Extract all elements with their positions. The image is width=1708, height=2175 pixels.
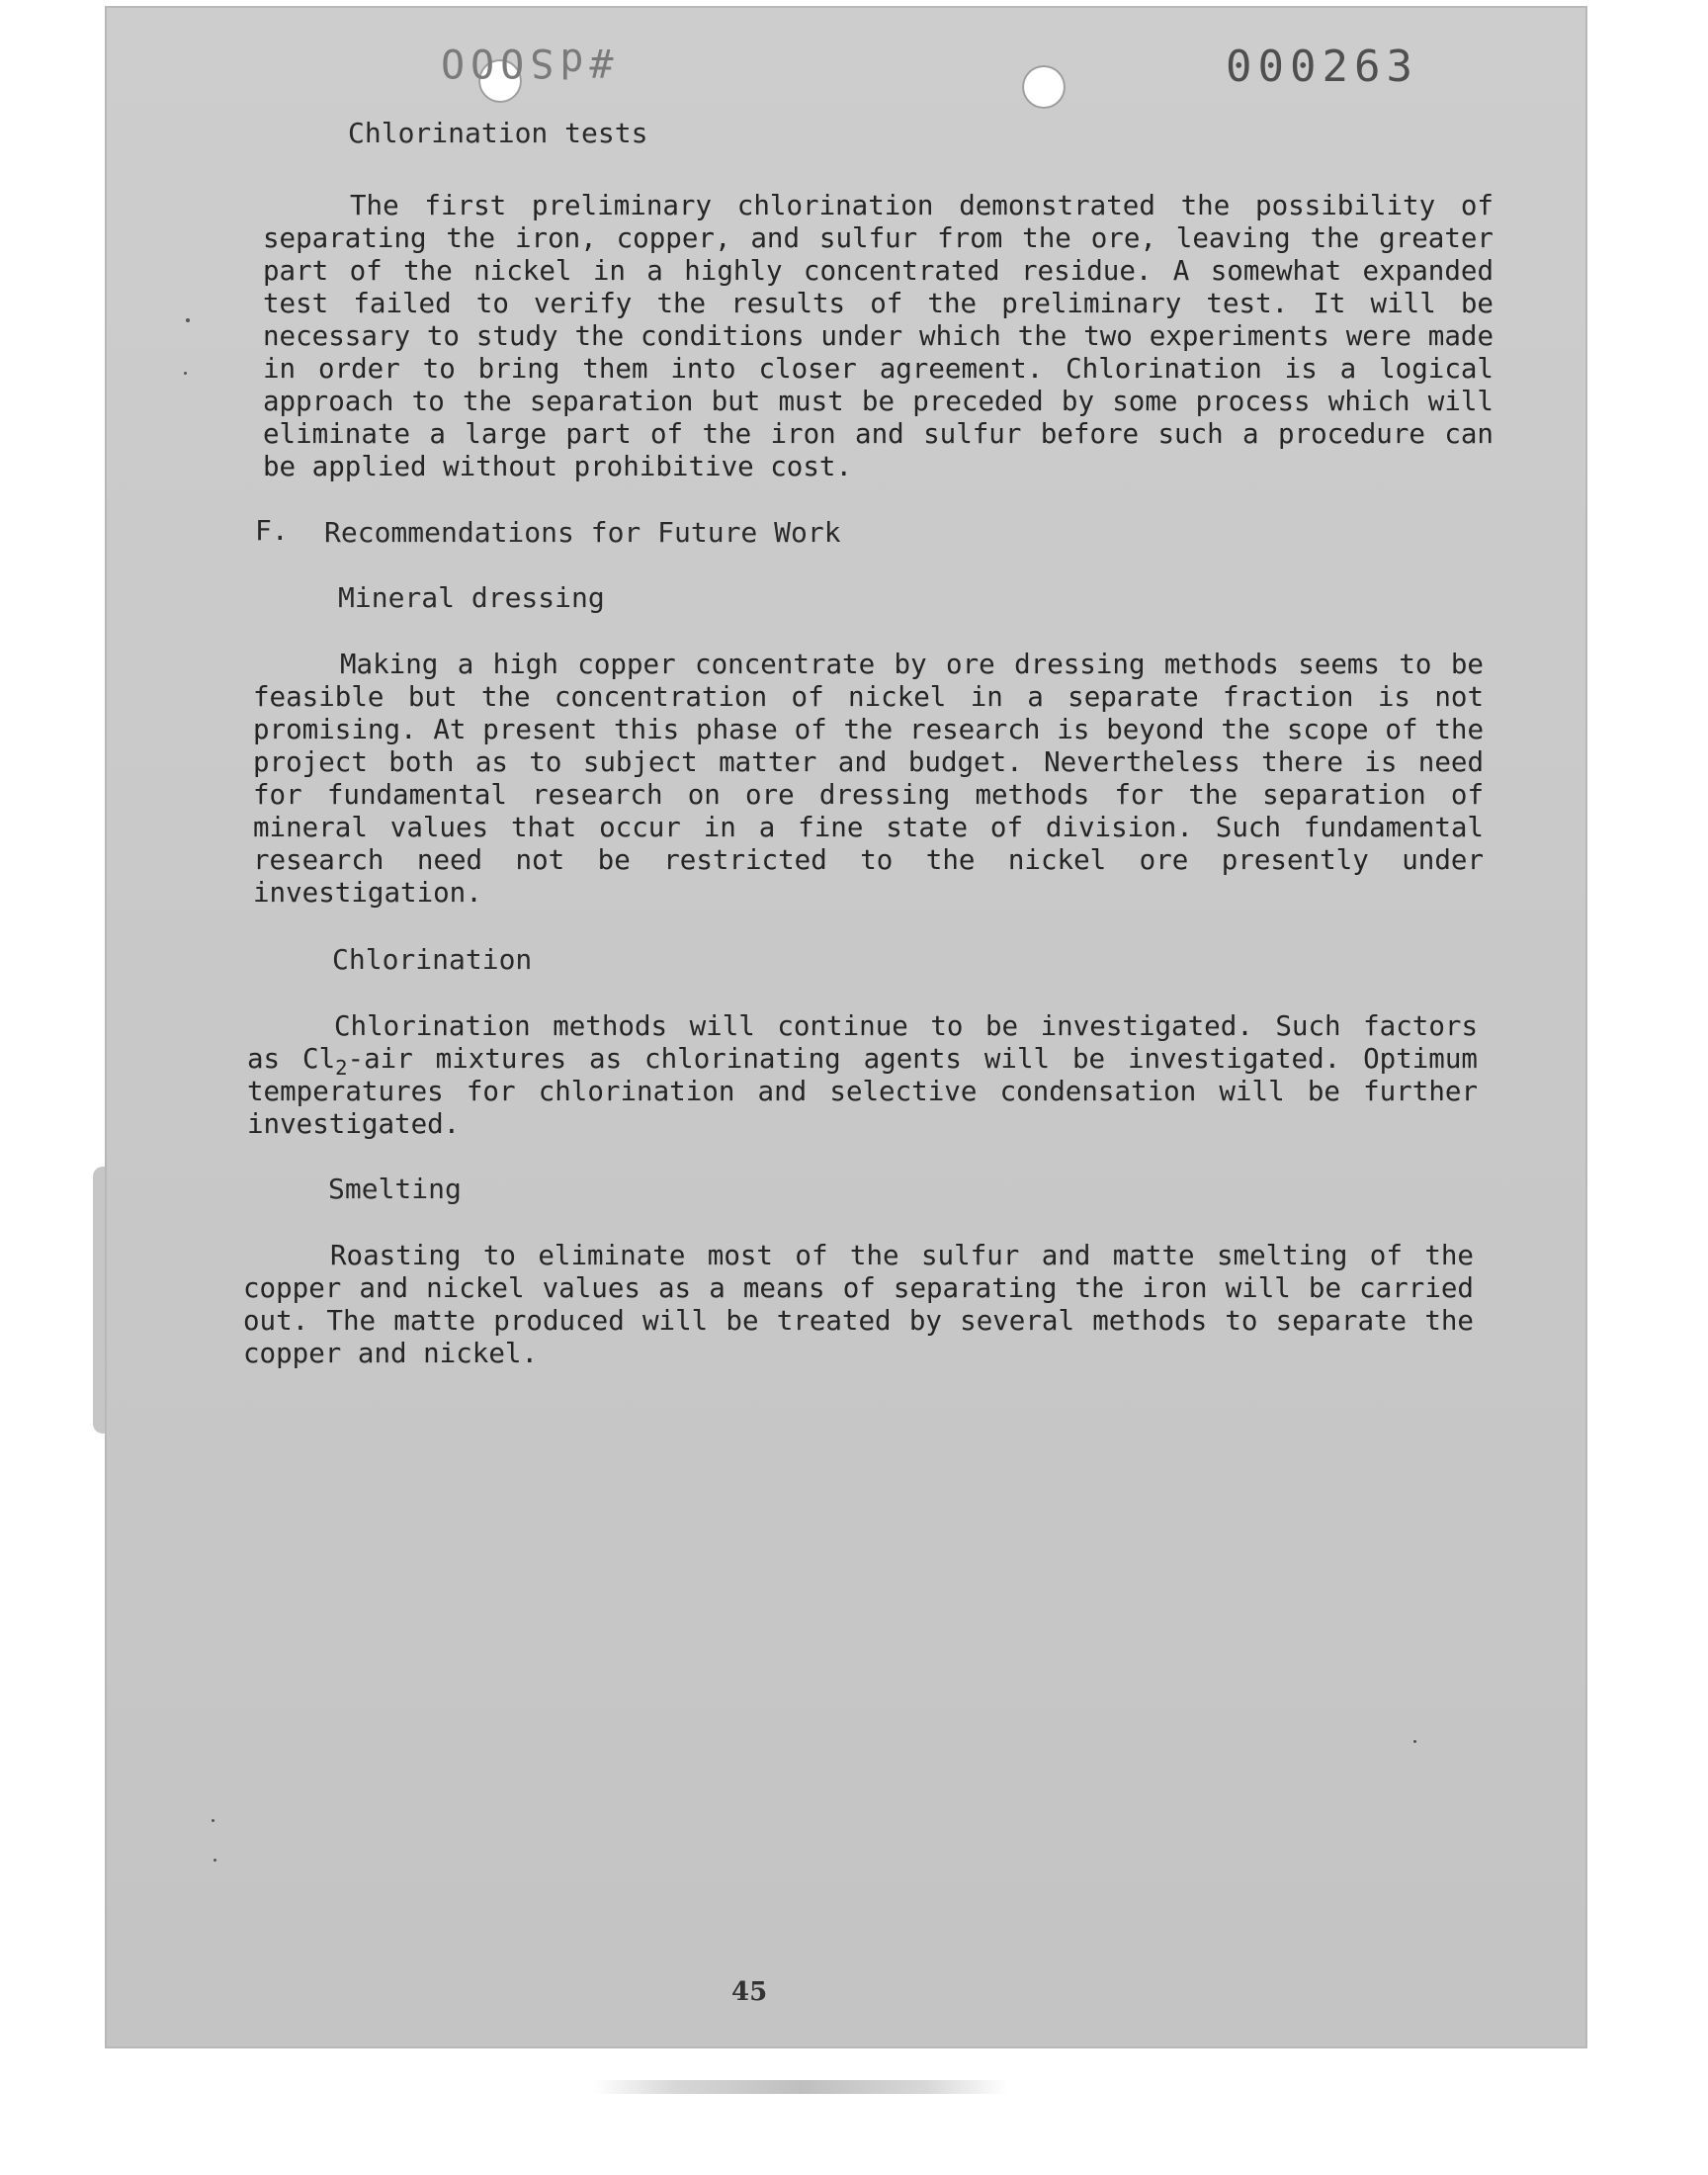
page-number: 45 [731,1977,768,2007]
chlorination-text-end: -air mixtures as chlorinating agents will be investigated. Optimum temperatures for chlorination and selective condensation will be further investigated. [247,1043,1478,1140]
document-control-number: 000263 [1226,42,1418,92]
heading-mineral-dressing: Mineral dressing [338,581,605,614]
scan-speck [214,1859,216,1862]
scan-speck [1413,1740,1416,1743]
scan-bottom-shadow [593,2080,1008,2094]
scan-speck [186,318,190,322]
chlorination-text-start: Chlorination methods will continue to be investigated. Such factors as Cl [247,1010,1478,1075]
paragraph-chlorination [247,1010,1478,1141]
heading-chlorination: Chlorination [332,943,533,976]
chlorine-subscript: 2 [335,1056,348,1081]
heading-chlorination-tests: Chlorination tests [348,117,648,149]
paragraph-chlorination-tests: The first preliminary chlorination demonstrated the possibility of separating the iron, copper, and sulfur from the ore, leaving the greater part of the nickel in a highly concentrated residue. A somewhat expanded test failed to verify the results of the preliminary test. It will be necessary to study the conditions under which the two experiments were made in order to bring them into closer agreement. Chlorination is a logical approach to the separation but must be preceded by some process which will eliminate a large part of the iron and sulfur before such a procedure can be applied without prohibitive cost. [263,190,1494,482]
scan-bottom-margin [0,2080,1708,2175]
paragraph-mineral-dressing: Making a high copper concentrate by ore dressing methods seems to be feasible but the concentration of nickel in a separate fraction is not promising. At present this phase of the research is beyond the scope of the project both as to subject matter and budget. Nevertheless there is need for fundamental research on ore dressing methods for the separation of mineral values that occur in a fine state of division. Such fundamental research need not be restricted to the nickel ore presently under investigation. [253,649,1484,909]
scan-speck [184,372,187,375]
punch-hole-right [1022,65,1066,109]
scan-speck [212,1819,214,1822]
heading-smelting: Smelting [328,1173,462,1205]
heading-recommendations: Recommendations for Future Work [324,516,841,549]
paragraph-smelting: Roasting to eliminate most of the sulfur and matte smelting of the copper and nickel values as a means of separating the iron will be carried out. The matte produced will be treated by several methods to separate the copper and nickel. [243,1240,1474,1369]
section-letter: F. [255,514,289,547]
inverted-stamp-number: #dSOOO [435,40,614,85]
